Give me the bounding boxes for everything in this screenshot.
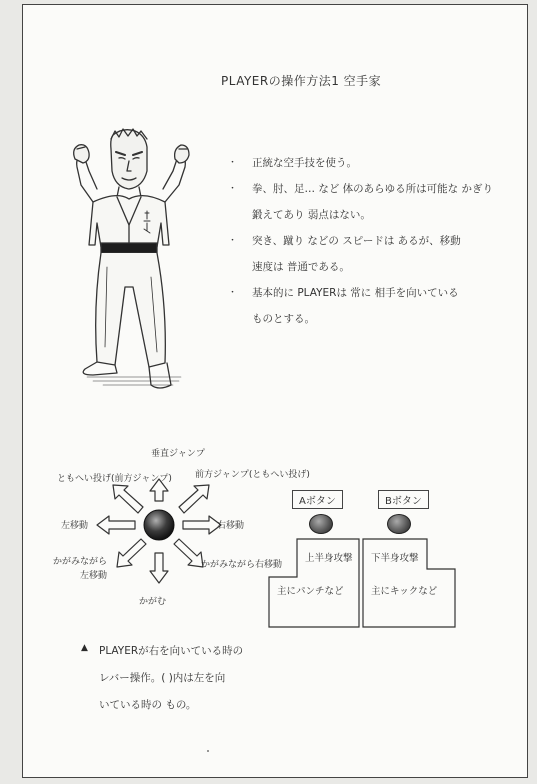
- paper-speck: [207, 750, 209, 752]
- direction-label-up: 垂直ジャンプ: [151, 449, 205, 459]
- lever-ball-icon: [144, 510, 174, 540]
- a-button-lower-function: 主にパンチなど: [277, 586, 344, 597]
- description-text: 基本的に PLAYERは 常に 相手を向いている ものとする。: [252, 287, 459, 325]
- bullet-mark: ・: [228, 288, 238, 298]
- arrow-left-icon: [97, 516, 135, 534]
- lever-note: [81, 638, 361, 719]
- direction-label-down-right: かがみながら右移動: [201, 560, 283, 570]
- description-item: [228, 150, 518, 176]
- bullet-mark: ・: [228, 236, 238, 246]
- direction-label-down: かがむ: [139, 597, 167, 607]
- page-title: PLAYERの操作方法1 空手家: [221, 74, 382, 88]
- direction-label-up-left: ともへい投げ(前方ジャンプ): [57, 474, 172, 484]
- description-item: [228, 228, 518, 280]
- b-button-lower-function: 主にキックなど: [371, 586, 438, 597]
- lever-direction-diagram: [53, 437, 293, 627]
- arrow-down-left-icon: [117, 539, 146, 567]
- b-button-label: Bボタン: [378, 490, 429, 509]
- b-button-icon: [387, 514, 411, 534]
- arrow-right-icon: [183, 516, 221, 534]
- bullet-mark: ・: [228, 158, 238, 168]
- arrow-up-left-icon: [113, 485, 143, 513]
- b-button-upper-function: 下半身攻撃: [371, 553, 419, 564]
- note-line: レバー操作。( )内は左を向: [99, 672, 226, 684]
- note-mark: ▲: [81, 643, 88, 653]
- description-text: 拳、肘、足… など 体のあらゆる所は可能な かぎり 鍛えてあり 弱点はない。: [252, 183, 494, 221]
- a-button-label: Aボタン: [292, 490, 343, 509]
- description-text: 正統な空手技を使う。: [252, 157, 357, 169]
- arrow-up-right-icon: [179, 485, 209, 513]
- direction-label-left: 左移動: [61, 521, 89, 531]
- arrow-down-icon: [150, 553, 168, 583]
- description-text: 突き、蹴り などの スピードは あるが、移動 速度は 普通である。: [252, 235, 461, 273]
- a-button-icon: [309, 514, 333, 534]
- arrow-down-right-icon: [174, 539, 203, 567]
- bullet-mark: ・: [228, 184, 238, 194]
- a-button-upper-function: 上半身攻撃: [305, 553, 353, 564]
- manual-page: [22, 4, 528, 778]
- direction-label-up-right: 前方ジャンプ(ともへい投げ): [195, 470, 310, 480]
- description-item: [228, 176, 518, 228]
- direction-label-down-left: かがみながら 左移動: [53, 557, 108, 581]
- karate-fighter-illustration: [63, 127, 203, 402]
- note-line: PLAYERが右を向いている時の: [99, 645, 244, 657]
- direction-label-right: 右移動: [217, 521, 245, 531]
- description-item: [228, 280, 518, 332]
- note-line: いている時の もの。: [99, 699, 197, 711]
- description-list: [228, 150, 518, 332]
